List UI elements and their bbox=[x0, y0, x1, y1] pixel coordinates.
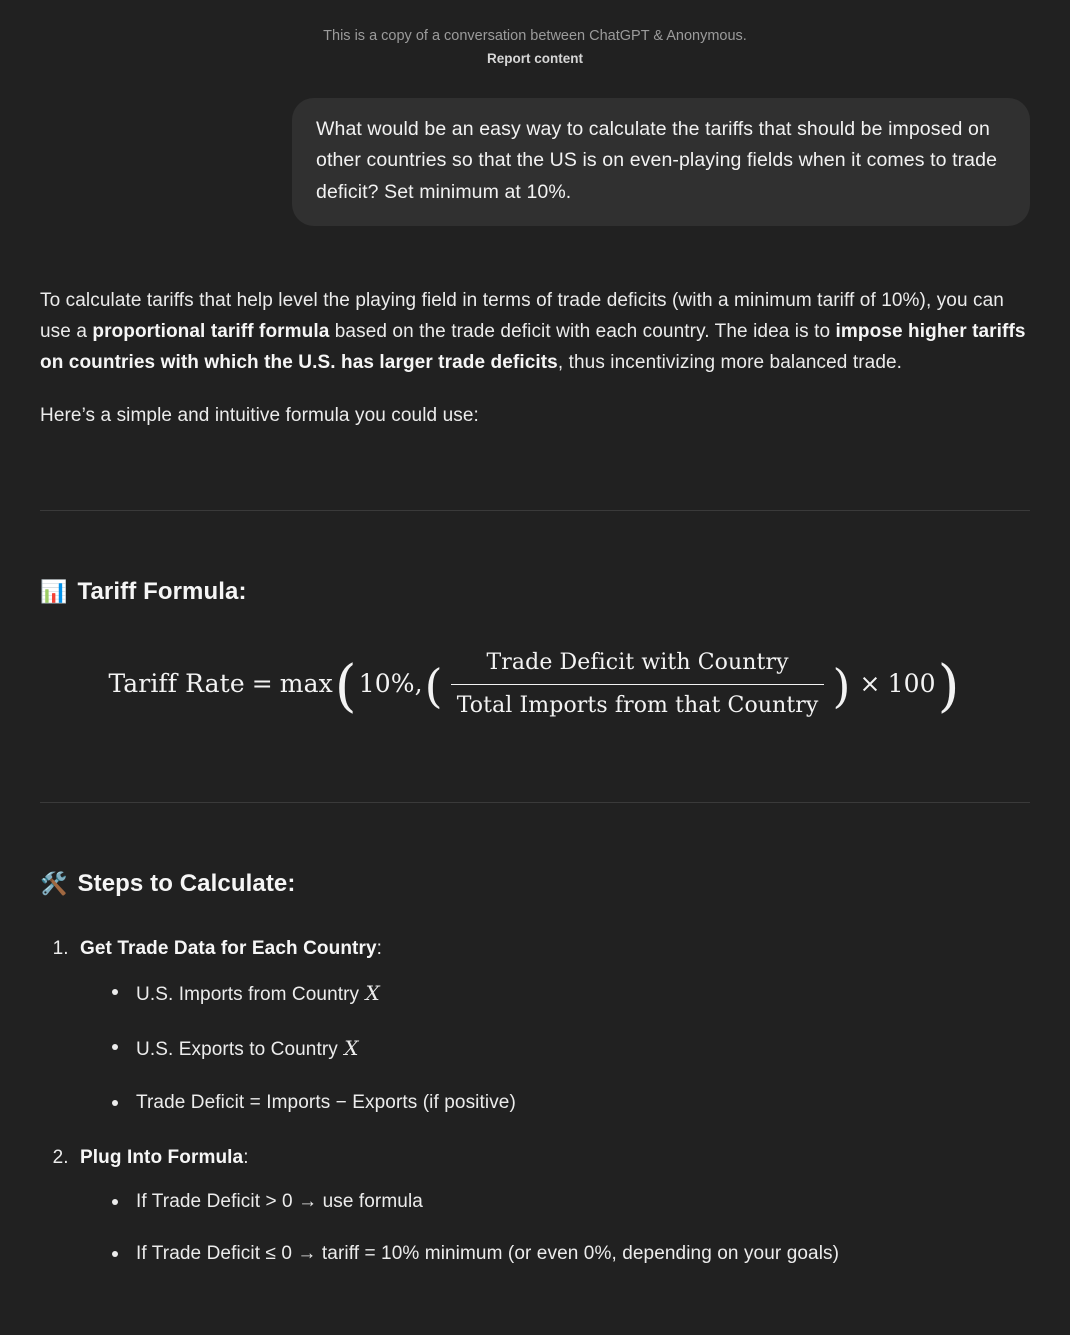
sub-item-text: Trade Deficit = Imports − Exports (if positive) bbox=[136, 1091, 516, 1113]
step-title-colon: : bbox=[376, 937, 382, 959]
math-minimum-term: 10%, bbox=[358, 669, 423, 699]
report-content-link[interactable]: Report content bbox=[487, 50, 583, 66]
sub-item-text: If Trade Deficit > 0 → use formula bbox=[136, 1190, 423, 1212]
paragraph-1-bold-2: impose higher tariffs on countries with which the U.S. has larger trade deficits bbox=[40, 321, 1026, 374]
math-equals: = bbox=[251, 669, 273, 699]
sub-item-variable: X bbox=[365, 980, 380, 1005]
bar-chart-icon: 📊 bbox=[40, 578, 68, 604]
paragraph-1-bold-1: proportional tariff formula bbox=[92, 321, 330, 343]
math-scale-value: 100 bbox=[887, 669, 936, 699]
assistant-paragraph-1 bbox=[40, 286, 1030, 378]
list-item bbox=[110, 978, 1030, 1010]
math-lhs: Tariff Rate bbox=[108, 669, 245, 699]
assistant-paragraph-2: Here’s a simple and intuitive formula you could use: bbox=[40, 404, 479, 426]
user-message-bubble: What would be an easy way to calculate the tariffs that should be imposed on other countries so that the US is on even-playing fields when it comes to trade deficit? Set minimum at 10%. bbox=[292, 98, 1030, 227]
sub-item-text: If Trade Deficit ≤ 0 → tariff = 10% minimum (or even 0%, depending on your goals) bbox=[136, 1243, 840, 1265]
math-fraction-numerator: Trade Deficit with Country bbox=[486, 650, 789, 676]
user-message-row bbox=[40, 98, 1030, 227]
steps-heading-label: Steps to Calculate: bbox=[77, 869, 296, 897]
steps-list bbox=[40, 934, 1030, 1269]
math-fraction bbox=[445, 645, 831, 723]
share-note: This is a copy of a conversation between ChatGPT & Anonymous. bbox=[323, 28, 747, 44]
list-item bbox=[110, 1240, 1030, 1269]
paragraph-1-part-3: , thus incentivizing more balanced trade. bbox=[557, 352, 903, 374]
math-row: Tariff Rate = max ( 10%, ( $\frac{\text{Trade Deficit with Country}}{\text{Total Imports from that Country}}$ ) × 100 ) bbox=[108, 645, 961, 723]
tariff-formula-heading bbox=[40, 573, 1030, 612]
tariff-formula-heading-label: Tariff Formula: bbox=[77, 577, 247, 605]
tariff-formula-math bbox=[40, 645, 1030, 723]
divider-2 bbox=[40, 802, 1030, 803]
list-item bbox=[110, 1033, 1030, 1065]
conversation bbox=[40, 98, 1030, 1269]
share-header bbox=[0, 0, 1070, 68]
tools-icon: 🛠️ bbox=[40, 871, 68, 897]
sub-item-text: U.S. Exports to Country bbox=[136, 1039, 344, 1061]
sub-item-text: U.S. Imports from Country bbox=[136, 983, 365, 1005]
assistant-message bbox=[40, 286, 1030, 1268]
step-title: Get Trade Data for Each Country bbox=[80, 937, 377, 959]
math-max-operator: max bbox=[279, 669, 333, 699]
step-2-sublist bbox=[80, 1188, 1030, 1269]
step-title-colon: : bbox=[243, 1147, 249, 1169]
math-fraction-denominator: Total Imports from that Country bbox=[451, 684, 825, 724]
step-1-sublist bbox=[80, 978, 1030, 1118]
sub-item-variable: X bbox=[344, 1036, 359, 1061]
list-item bbox=[74, 1143, 1030, 1268]
paragraph-1-part-2: based on the trade deficit with each country. The idea is to bbox=[329, 321, 836, 343]
list-item bbox=[110, 1089, 1030, 1118]
step-title: Plug Into Formula bbox=[80, 1147, 244, 1169]
steps-heading bbox=[40, 865, 1030, 904]
math-times: × bbox=[859, 669, 881, 699]
list-item bbox=[110, 1188, 1030, 1217]
divider-1 bbox=[40, 510, 1030, 511]
paragraph-1-part-1: To calculate tariffs that help level the playing field in terms of trade deficits (with a minimum tariff of 10%), you can use a bbox=[40, 290, 1004, 343]
list-item bbox=[74, 934, 1030, 1118]
